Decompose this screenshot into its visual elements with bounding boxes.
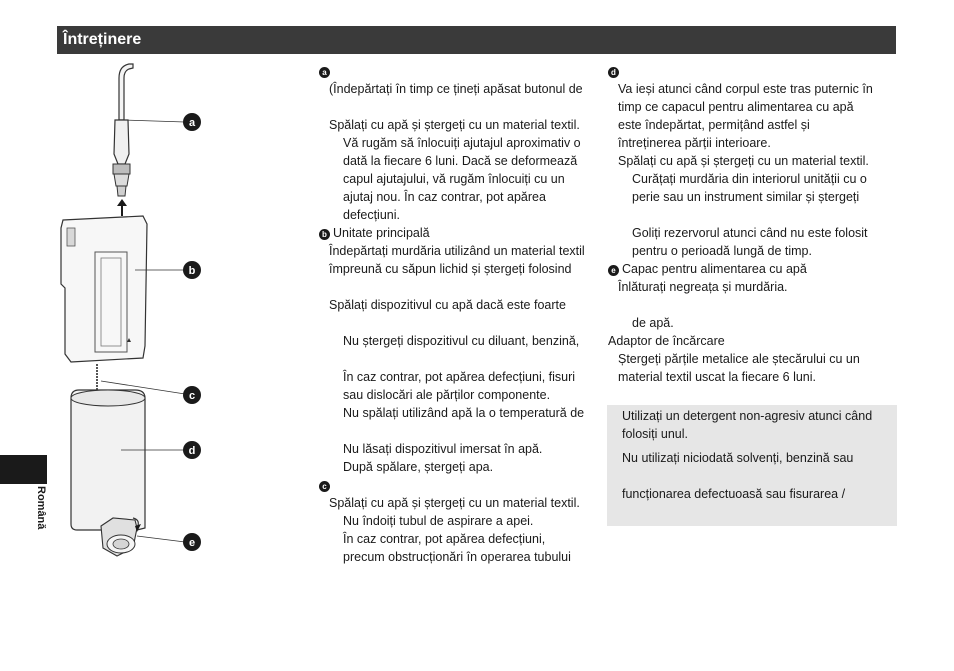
text-line: (Îndepărtați în timp ce țineți apăsat butonul de — [329, 82, 583, 96]
callout-e-label: e — [188, 537, 196, 549]
text-line: este îndepărtat, permițând astfel și — [618, 118, 810, 132]
text-line: Înlăturați negreața și murdăria. — [618, 280, 788, 294]
marker-c: c — [319, 481, 330, 492]
note-line: funcționarea defectuoasă sau fisurarea / — [622, 487, 846, 501]
text-line: Nu spălați utilizând apă la o temperatură de — [343, 406, 585, 420]
callout-d — [183, 441, 201, 459]
text-line: Nu îndoiți tubul de aspirare a apei. — [343, 514, 534, 528]
text-line: Va ieși atunci când corpul este tras puternic în — [618, 82, 873, 96]
text-line: Spălați cu apă și ștergeți cu un material textil. — [329, 118, 580, 132]
text-line: sau dislocări ale părților componente. — [343, 388, 551, 402]
text-line: În caz contrar, pot apărea defecțiuni, — [343, 532, 546, 546]
callout-b-label: b — [188, 265, 196, 277]
section-e-title: Capac pentru alimentarea cu apă — [622, 262, 807, 276]
callout-b — [183, 261, 201, 279]
oral-irrigator-illustration — [57, 58, 217, 578]
section-a-heading — [319, 62, 585, 80]
language-tab — [0, 455, 47, 484]
text-line: Goliți rezervorul atunci când nu este folosit — [632, 226, 868, 240]
text-line: Spălați cu apă și ștergeți cu un material textil. — [329, 496, 580, 510]
text-line: Vă rugăm să înlocuiți ajutajul aproximativ o — [343, 136, 581, 150]
section-d-heading — [608, 62, 873, 80]
marker-a: a — [319, 67, 330, 78]
callout-d-label: d — [188, 445, 196, 457]
text-column-1 — [319, 62, 585, 566]
text-line: Nu ștergeți dispozitivul cu diluant, benzină, — [343, 334, 580, 348]
text-line: capul ajutajului, vă rugăm înlocuiți cu un — [343, 172, 565, 186]
text-line: întreținerea părții interioare. — [618, 136, 771, 150]
text-line: După spălare, ștergeți apa. — [343, 460, 494, 474]
marker-d: d — [608, 67, 619, 78]
section-e-heading — [608, 260, 873, 278]
text-line: În caz contrar, pot apărea defecțiuni, fisuri — [343, 370, 576, 384]
note-line: Nu utilizați niciodată solvenți, benzină sau — [622, 451, 854, 465]
text-line: Ștergeți părțile metalice ale ștecărului cu un — [618, 352, 860, 366]
text-line: precum obstrucționări în operarea tubului — [343, 550, 571, 564]
callout-a — [183, 113, 201, 131]
section-header — [57, 26, 896, 54]
section-b-heading — [319, 224, 585, 242]
marker-e: e — [608, 265, 619, 276]
language-label: Română — [35, 486, 47, 530]
adapter-title: Adaptor de încărcare — [608, 334, 725, 348]
text-line: Nu lăsați dispozitivul imersat în apă. — [343, 442, 543, 456]
note-box — [607, 405, 897, 526]
text-line: defecțiuni. — [343, 208, 400, 222]
note-line: Utilizați un detergent non-agresiv atunci când — [622, 409, 873, 423]
text-line: material textil uscat la fiecare 6 luni. — [618, 370, 817, 384]
callout-e — [183, 533, 201, 551]
text-line: perie sau un instrument similar și ștergeți — [632, 190, 860, 204]
text-line: Curățați murdăria din interiorul unității cu o — [632, 172, 867, 186]
text-line: ajutaj nou. În caz contrar, pot apărea — [343, 190, 546, 204]
text-line: Spălați dispozitivul cu apă dacă este foarte — [329, 298, 566, 312]
text-column-2 — [608, 62, 873, 386]
text-line: pentru o perioadă lungă de timp. — [632, 244, 812, 258]
callout-c-label: c — [188, 390, 196, 402]
section-c-heading — [319, 476, 585, 494]
section-b-title: Unitate principală — [333, 226, 430, 240]
callout-c — [183, 386, 201, 404]
section-title: Întreținere — [63, 31, 142, 48]
text-line: dată la fiecare 6 luni. Dacă se deformează — [343, 154, 578, 168]
marker-b: b — [319, 229, 330, 240]
text-line: de apă. — [632, 316, 674, 330]
text-line: împreună cu săpun lichid și ștergeți folosind — [329, 262, 572, 276]
text-line: timp ce capacul pentru alimentarea cu apă — [618, 100, 854, 114]
text-line: Spălați cu apă și ștergeți cu un material textil. — [618, 154, 869, 168]
callout-a-label: a — [188, 117, 196, 129]
note-line: folosiți unul. — [622, 427, 689, 441]
text-line: Îndepărtați murdăria utilizând un material textil — [329, 244, 585, 258]
